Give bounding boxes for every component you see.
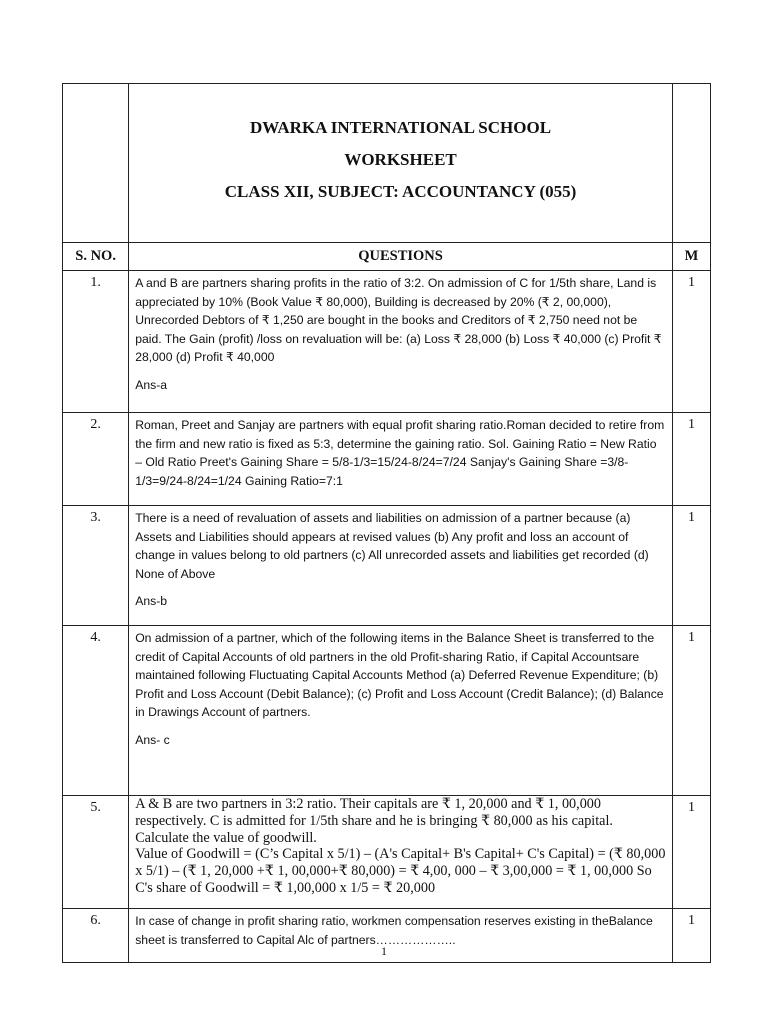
question-number: 4. — [63, 626, 129, 796]
question-number: 5. — [63, 796, 129, 909]
header-blank-right — [672, 84, 710, 243]
worksheet-title: WORKSHEET — [344, 150, 457, 169]
question-cell — [129, 796, 673, 909]
question-number: 1. — [63, 271, 129, 413]
question-text: There is a need of revaluation of assets and liabilities on admission of a partner because (a) Assets and Liabilities should appears at revised values (b) Any profit and loss an account of change in values belong to old partners (c) All unrecorded assets and liabilities get recorded (d) None of Above — [135, 511, 649, 581]
question-text: A and B are partners sharing profits in the ratio of 3:2. On admission of C for 1/5th share, Land is appreciated by 10% (Book Value ₹ 80,000), Building is decreased by 20% (₹ 2, 00,000), Unrecorded Debtors of ₹ 1,250 are bought in the books and Creditors of ₹ 2,750 need not be paid. The Gain (profit) /loss on revaluation will be: (a) Loss ₹ 28,000 (b) Loss ₹ 40,000 (c) Profit ₹ 28,000 (d) Profit ₹ 40,000 — [135, 276, 662, 365]
marks-value: 1 — [672, 796, 710, 909]
question-text: A & B are two partners in 3:2 ratio. Their capitals are ₹ 1, 20,000 and ₹ 1, 00,000 respectively. C is admitted for 1/5th share and he is bringing ₹ 80,000 as his capital. Calculate the value of goodwill. — [135, 796, 613, 846]
worksheet-table — [62, 83, 711, 963]
table-row — [63, 626, 711, 796]
question-cell — [129, 626, 673, 796]
marks-value: 1 — [672, 271, 710, 413]
header-cell — [129, 84, 673, 243]
question-text: On admission of a partner, which of the following items in the Balance Sheet is transferred to the credit of Capital Accounts of old partners in the old Profit-sharing Ratio, if Capital Accountsare maintained following Fluctuating Capital Accounts Method (a) Deferred Revenue Expenditure; (b) Profit and Loss Account (Debit Balance); (c) Profit and Loss Account (Credit Balance); (d) Balance in Drawings Account of partners. — [135, 631, 664, 720]
class-subject: CLASS XII, SUBJECT: ACCOUNTANCY (055) — [224, 182, 577, 201]
header-row — [63, 84, 711, 243]
question-cell — [129, 271, 673, 413]
marks-value: 1 — [672, 413, 710, 506]
question-number: 2. — [63, 413, 129, 506]
column-header-row — [63, 243, 711, 271]
table-row — [63, 506, 711, 626]
question-cell — [129, 413, 673, 506]
page-number: 1 — [381, 944, 387, 958]
table-row — [63, 413, 711, 506]
school-name: DWARKA INTERNATIONAL SCHOOL — [250, 118, 552, 137]
column-header-marks: M — [672, 243, 710, 271]
marks-value: 1 — [672, 626, 710, 796]
column-header-questions: QUESTIONS — [129, 243, 673, 271]
table-row — [63, 271, 711, 413]
question-text: Roman, Preet and Sanjay are partners with equal profit sharing ratio.Roman decided to retire from the firm and new ratio is fixed as 5:3, determine the gaining ratio. Sol. Gaining Ratio = New Ratio – Old Ratio Preet's Gaining Share = 5/8-1/3=15/24-8/24=7/24 Sanjay's Gaining Share =3/8-1/3=9/24-8/24=1/24 Gaining Ratio=7:1 — [135, 418, 665, 488]
column-header-sno: S. NO. — [63, 243, 129, 271]
question-text: In case of change in profit sharing ratio, workmen compensation reserves existing in theBalance sheet is transferred to Capital Alc of partners……………….. — [135, 914, 653, 947]
solution-text: Value of Goodwill = (C’s Capital x 5/1) – (A's Capital+ B's Capital+ C's Capital) = (₹ 80,000 x 5/1) – (₹ 1, 20,000 +₹ 1, 00,000+₹ 80,000) = ₹ 4,00, 000 – ₹ 3,00,000 = ₹ 1, 00,000 So C's share of Goodwill = ₹ 1,00,000 x 1/5 = ₹ 20,000 — [135, 846, 666, 896]
question-cell — [129, 506, 673, 626]
answer-text: Ans-a — [135, 377, 168, 392]
answer-text: Ans-b — [135, 594, 168, 609]
answer-text: Ans- c — [135, 732, 170, 747]
header-blank-left — [63, 84, 129, 243]
question-number: 6. — [63, 909, 129, 963]
marks-value: 1 — [672, 506, 710, 626]
question-number: 3. — [63, 506, 129, 626]
marks-value: 1 — [672, 909, 710, 963]
table-row — [63, 796, 711, 909]
